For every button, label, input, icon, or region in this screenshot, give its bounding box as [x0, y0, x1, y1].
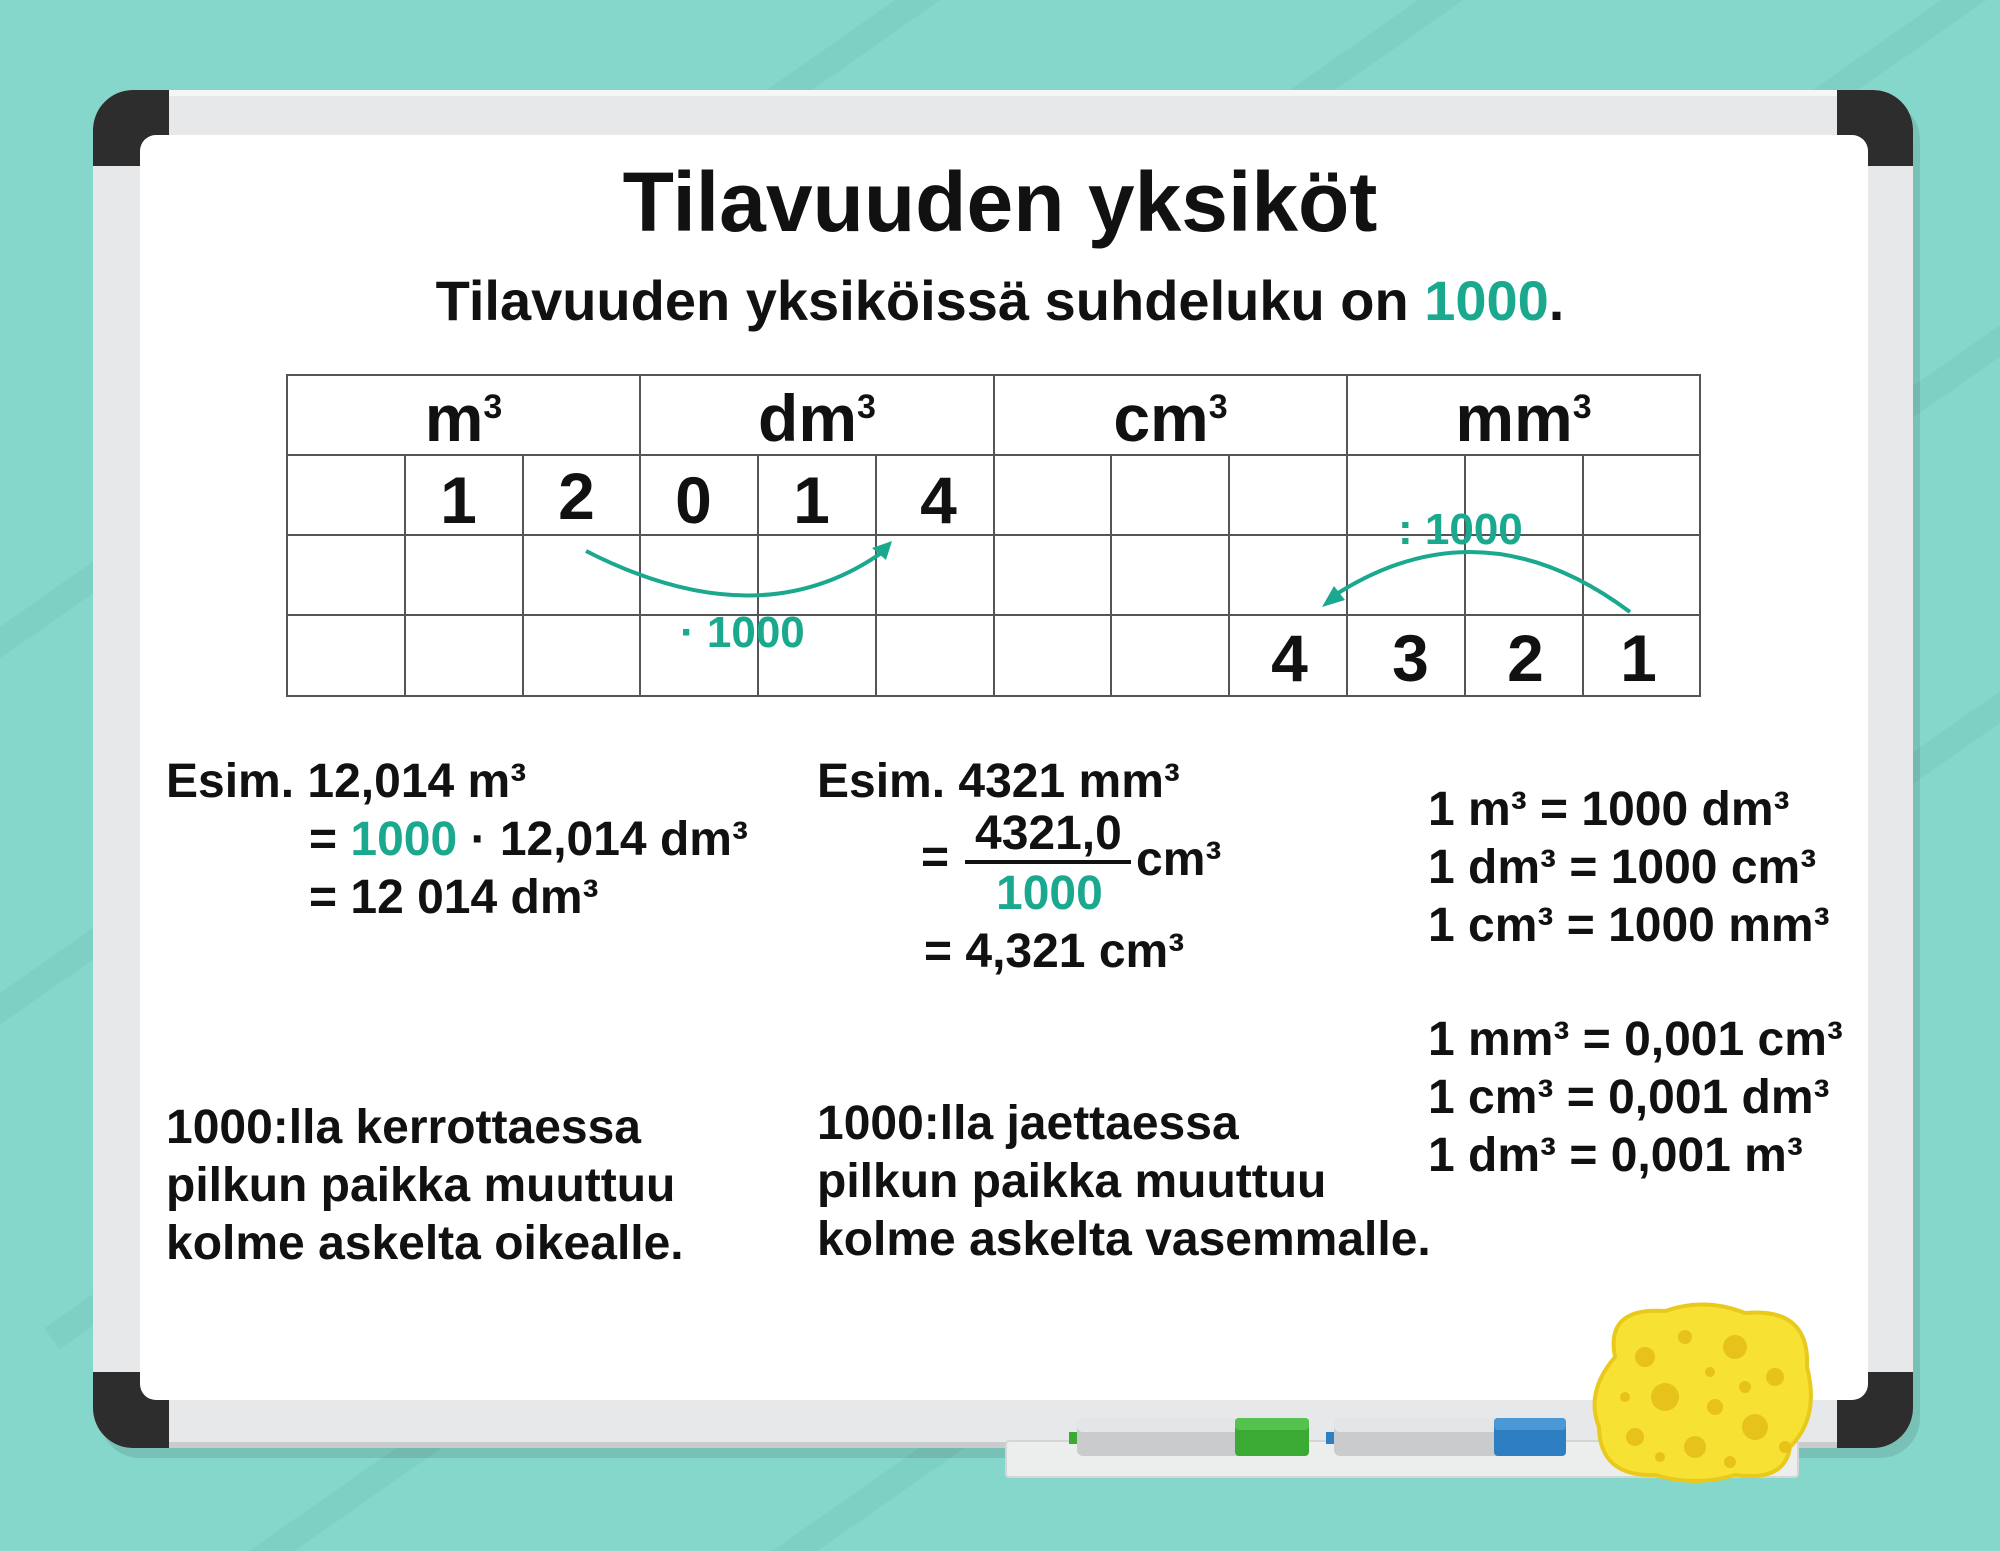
rule-divide-line: pilkun paikka muuttuu	[817, 1155, 1327, 1208]
header-m3: $m^3$	[424, 381, 503, 455]
digit: 3	[1392, 621, 1429, 695]
rule-divide-line: kolme askelta vasemmalle.	[817, 1213, 1431, 1266]
digit: 0	[675, 463, 712, 537]
green-marker-icon[interactable]	[1065, 1412, 1325, 1462]
header-mm3: $mm^3$	[1455, 381, 1592, 455]
conversion-line: 1 dm³ = 1000 cm³	[1428, 841, 1817, 894]
conversion-line: 1 cm³ = 1000 mm³	[1428, 899, 1830, 952]
example2-equals: =	[921, 831, 950, 884]
rule-multiply-line: 1000:lla kerrottaessa	[166, 1101, 641, 1154]
rule-multiply-line: pilkun paikka muuttuu	[166, 1159, 676, 1212]
sponge-icon[interactable]	[1585, 1297, 1825, 1487]
rule-divide-line: 1000:lla jaettaessa	[817, 1097, 1239, 1150]
conversion-line: 1 m³ = 1000 dm³	[1428, 783, 1790, 836]
digit: 2	[558, 459, 595, 533]
digit: 4	[1271, 621, 1308, 695]
subtitle: Tilavuuden yksiköissä suhdeluku on 1000.	[435, 269, 1565, 332]
example1-line3: = 12 014 dm³	[309, 871, 599, 924]
page-title: Tilavuuden yksiköt	[622, 155, 1378, 249]
example2-numerator: 4321,0	[975, 807, 1122, 860]
conversion-line: 1 mm³ = 0,001 cm³	[1428, 1013, 1843, 1066]
digit: 1	[793, 463, 830, 537]
example2-unit: cm³	[1136, 833, 1222, 886]
example2-result: = 4,321 cm³	[924, 925, 1185, 978]
example2-line1: Esim. 4321 mm³	[817, 755, 1180, 808]
digit: 2	[1507, 621, 1544, 695]
multiply-label: · 1000	[680, 608, 805, 657]
fraction-bar	[965, 860, 1131, 864]
conversion-line: 1 dm³ = 0,001 m³	[1428, 1129, 1803, 1182]
header-dm3: $dm^3$	[758, 381, 876, 455]
divide-label: : 1000	[1398, 505, 1523, 554]
example1-line1: Esim. 12,014 m³	[166, 755, 527, 808]
digit: 4	[920, 463, 957, 537]
blue-marker-icon[interactable]	[1322, 1412, 1582, 1462]
digit: 1	[440, 463, 477, 537]
conversion-line: 1 cm³ = 0,001 dm³	[1428, 1071, 1830, 1124]
digit: 1	[1620, 621, 1657, 695]
header-cm3: $cm^3$	[1113, 381, 1228, 455]
multiply-arrow	[586, 551, 884, 596]
divide-arrow	[1332, 552, 1630, 612]
rule-multiply-line: kolme askelta oikealle.	[166, 1217, 684, 1270]
example1-line2: = 1000 · 12,014 dm³	[309, 813, 748, 866]
example2-denominator: 1000	[996, 867, 1103, 920]
